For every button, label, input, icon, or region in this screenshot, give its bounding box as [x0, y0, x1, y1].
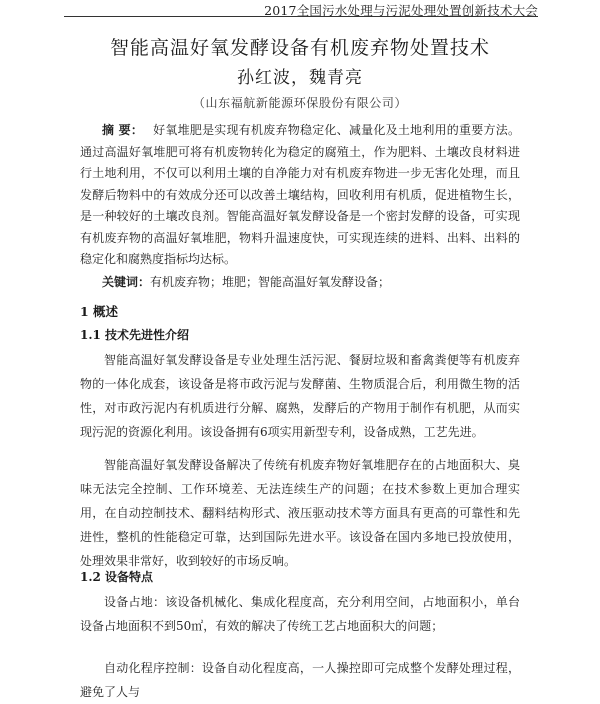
paper-affiliation: （山东福航新能源环保股份有限公司） — [192, 96, 408, 110]
abstract-text: 好氧堆肥是实现有机废弃物稳定化、减量化及土地利用的重要方法。通过高温好氧堆肥可将有机废物转化为稳定的腐殖土，作为肥料、土壤改良材料进行土地利用，不仅可以利用土壤的自净能力对有机废弃物进一步无害化处理，而且发酵后物料中的有效成分还可以改善土壤结构，回收利用有机质，促进植物生长，是一种较好的土壤改良剂。智能高温好氧发酵设备是一个密封发酵的设备，可实现有机废弃物的高温好氧堆肥，物料升温速度快，可实现连续的进料、出料、出料的稳定化和腐熟度指标均达标。 — [80, 123, 520, 266]
running-head: 2017全国污水处理与污泥处理处置创新技术大会 — [264, 3, 538, 18]
keywords — [80, 272, 520, 292]
paper-authors: 孙红波，魏青亮 — [237, 68, 363, 88]
section-heading-1-2: 1.2 设备特点 — [80, 570, 154, 584]
abstract — [80, 120, 520, 271]
paper-title: 智能高温好氧发酵设备有机废弃物处置技术 — [109, 37, 490, 59]
section-heading-1: 1 概述 — [80, 304, 119, 319]
paragraph-1-1-a: 智能高温好氧发酵设备是专业处理生活污泥、餐厨垃圾和畜禽粪便等有机废弃物的一体化成套，该设备是将市政污泥与发酵菌、生物质混合后，利用微生物的活性，对市政污泥内有机质进行分解、腐熟，发酵后的产物用于制作有机肥，从而实现污泥的资源化利用。该设备拥有6项实用新型专利，设备成熟，工艺先进。 — [80, 353, 520, 439]
header-rule — [64, 16, 538, 17]
section-heading-1-1: 1.1 技术先进性介绍 — [80, 328, 190, 342]
paragraph-1-2-b: 自动化程序控制：设备自动化程度高，一人操控即可完成整个发酵处理过程，避免了人与 — [80, 661, 520, 699]
keywords-label: 关键词： — [102, 275, 151, 289]
paragraph-1-1-b: 智能高温好氧发酵设备解决了传统有机废弃物好氧堆肥存在的占地面积大、臭味无法完全控制、工作环境差、无法连续生产的问题；在技术参数上更加合理实用，在自动控制技术、翻料结构形式、液压驱动技术等方面具有更高的可靠性和先进性，整机的性能稳定可靠，达到国际先进水平。该设备在国内多地已投放使用，处理效果非常好，收到较好的市场反响。 — [80, 458, 520, 568]
abstract-label: 摘 要： — [102, 123, 144, 137]
keywords-text: 有机废弃物；堆肥；智能高温好氧发酵设备； — [150, 275, 391, 289]
paragraph-1-2-a: 设备占地：该设备机械化、集成化程度高，充分利用空间，占地面积小，单台设备占地面积不到50㎡，有效的解决了传统工艺占地面积大的问题； — [80, 595, 520, 633]
